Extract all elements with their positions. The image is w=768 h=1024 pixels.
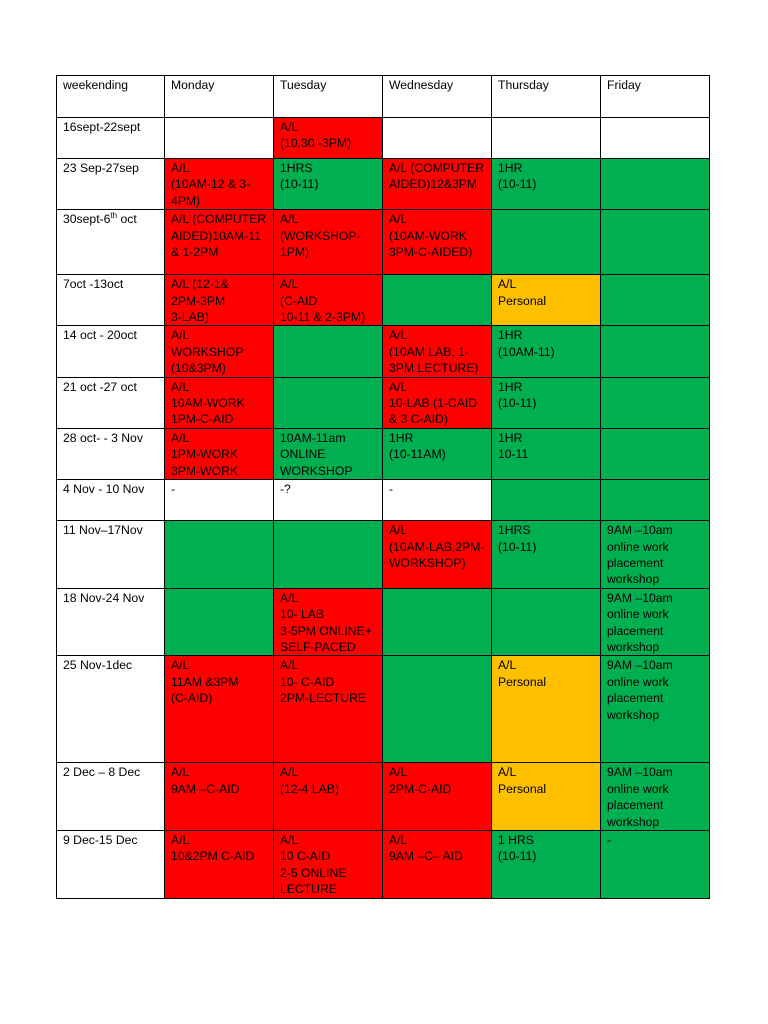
cell-thursday: 1HR 10-11 [492,428,601,479]
cell-tuesday: A/L (C-AID 10-11 & 2-3PM) [274,275,383,326]
cell-monday: A/L (COMPUTER AIDED)10AM-11 & 1-2PM [165,210,274,275]
header-row [57,76,710,118]
cell-wednesday [383,656,492,763]
cell-monday [165,118,274,159]
header-monday: Monday [165,76,274,118]
cell-thursday: 1HRS (10-11) [492,521,601,589]
week-cell: 25 Nov-1dec [57,656,165,763]
cell-tuesday: A/L 10- LAB 3-5PM ONLINE+ SELF-PACED [274,588,383,656]
week-prefix: 30sept-6 [63,212,111,227]
week-cell: 23 Sep-27sep [57,159,165,210]
cell-thursday: 1HR (10-11) [492,377,601,428]
schedule-row [57,377,710,428]
cell-monday: A/L 9AM –C-AID [165,763,274,831]
schedule-row [57,588,710,656]
cell-wednesday [383,275,492,326]
cell-friday [601,210,710,275]
cell-tuesday: A/L (WORKSHOP-1PM) [274,210,383,275]
week-cell [57,210,165,275]
week-cell: 7oct -13oct [57,275,165,326]
cell-monday [165,588,274,656]
cell-wednesday: A/L 10-LAB (1-CAID & 3 C-AID) [383,377,492,428]
cell-thursday: 1HR (10AM-11) [492,326,601,377]
cell-wednesday: A/L (COMPUTER AIDED)12&3PM [383,159,492,210]
cell-friday: - [601,830,710,898]
schedule-row [57,521,710,589]
cell-friday [601,159,710,210]
cell-tuesday: A/L 10- C-AID 2PM-LECTURE [274,656,383,763]
week-superscript: th [110,211,118,221]
cell-thursday [492,480,601,521]
cell-thursday: 1 HRS (10-11) [492,830,601,898]
cell-monday: A/L 10&2PM C-AID [165,830,274,898]
cell-wednesday: A/L 2PM-C-AID [383,763,492,831]
week-suffix: oct [117,212,137,227]
schedule-row [57,159,710,210]
cell-friday [601,118,710,159]
header-friday: Friday [601,76,710,118]
cell-tuesday: A/L (12-4 LAB) [274,763,383,831]
cell-monday: A/L 1PM-WORK 3PM-WORK [165,428,274,479]
cell-tuesday [274,377,383,428]
header-tuesday: Tuesday [274,76,383,118]
cell-tuesday: 10AM-11am ONLINE WORKSHOP [274,428,383,479]
cell-thursday: A/L Personal [492,656,601,763]
cell-friday: 9AM –10am online work placement workshop [601,763,710,831]
schedule-row [57,830,710,898]
cell-wednesday: A/L (10AM LAB, 1-3PM LECTURE) [383,326,492,377]
week-cell: 21 oct -27 oct [57,377,165,428]
schedule-row [57,428,710,479]
schedule-row [57,480,710,521]
cell-tuesday: A/L (10.30 -3PM) [274,118,383,159]
schedule-row [57,656,710,763]
header-weekending: weekending [57,76,165,118]
week-cell: 9 Dec-15 Dec [57,830,165,898]
cell-tuesday [274,521,383,589]
cell-monday: - [165,480,274,521]
cell-wednesday: - [383,480,492,521]
cell-tuesday: 1HRS (10-11) [274,159,383,210]
schedule-row [57,118,710,159]
cell-friday: 9AM –10am online work placement workshop [601,521,710,589]
week-cell: 14 oct - 20oct [57,326,165,377]
cell-wednesday [383,118,492,159]
cell-friday: 9AM –10am online work placement workshop [601,588,710,656]
cell-friday [601,377,710,428]
cell-wednesday: A/L (10AM-LAB,2PM-WORKSHOP) [383,521,492,589]
cell-friday: 9AM –10am online work placement workshop [601,656,710,763]
week-cell: 28 oct- - 3 Nov [57,428,165,479]
cell-tuesday: -? [274,480,383,521]
cell-wednesday [383,588,492,656]
week-cell: 16sept-22sept [57,118,165,159]
week-cell: 11 Nov–17Nov [57,521,165,589]
header-wednesday: Wednesday [383,76,492,118]
week-cell: 4 Nov - 10 Nov [57,480,165,521]
cell-friday [601,428,710,479]
cell-monday: A/L (12-1& 2PM-3PM 3-LAB) [165,275,274,326]
cell-wednesday: 1HR (10-11AM) [383,428,492,479]
cell-thursday [492,118,601,159]
cell-thursday: A/L Personal [492,275,601,326]
cell-monday [165,521,274,589]
week-cell: 2 Dec – 8 Dec [57,763,165,831]
schedule-row [57,275,710,326]
cell-monday: A/L 10AM-WORK 1PM-C-AID [165,377,274,428]
schedule-row [57,210,710,275]
cell-friday [601,275,710,326]
cell-friday [601,326,710,377]
cell-friday [601,480,710,521]
cell-wednesday: A/L (10AM-WORK 3PM-C-AIDED) [383,210,492,275]
week-cell: 18 Nov-24 Nov [57,588,165,656]
cell-monday: A/L 11AM &3PM (C-AID) [165,656,274,763]
cell-monday: A/L (10AM-12 & 3-4PM) [165,159,274,210]
schedule-table [56,75,710,899]
cell-thursday [492,588,601,656]
cell-wednesday: A/L 9AM –C– AID [383,830,492,898]
cell-monday: A/L WORKSHOP (10&3PM) [165,326,274,377]
header-thursday: Thursday [492,76,601,118]
cell-tuesday [274,326,383,377]
cell-tuesday: A/L 10 C-AID 2-5 ONLINE LECTURE [274,830,383,898]
cell-thursday: 1HR (10-11) [492,159,601,210]
schedule-row [57,326,710,377]
cell-thursday [492,210,601,275]
cell-thursday: A/L Personal [492,763,601,831]
schedule-row [57,763,710,831]
